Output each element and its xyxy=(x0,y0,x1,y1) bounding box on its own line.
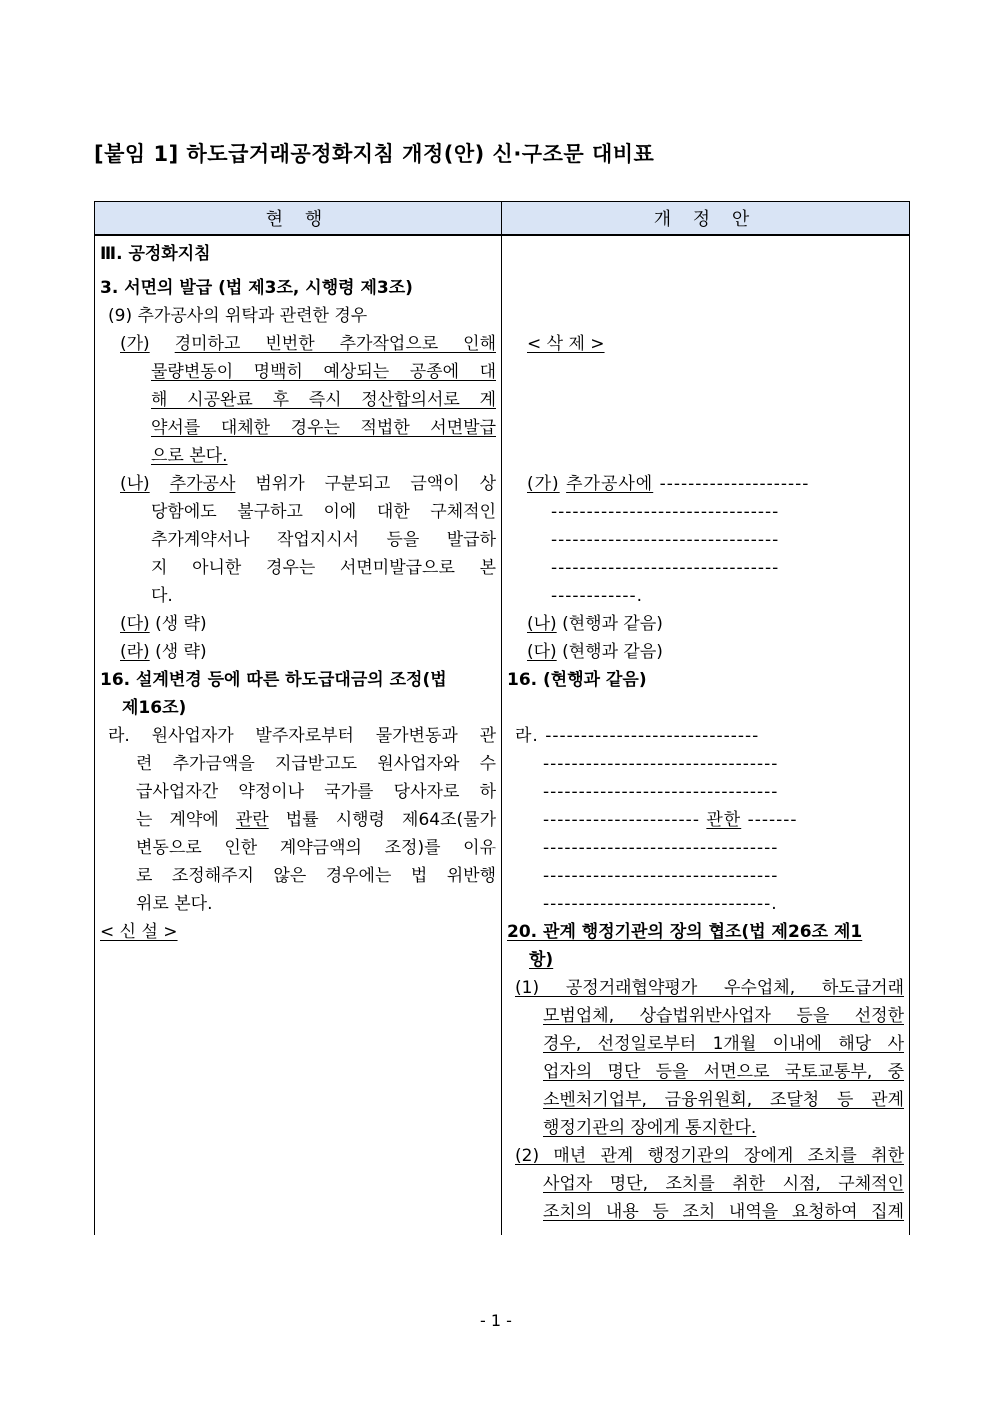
item-ga-text: 경미하고 빈번한 추가작업으로 인해 xyxy=(174,334,496,354)
item-na-line: 당함에도 불구하고 이에 대한 구체적인 xyxy=(151,502,496,522)
new-section-marker: < 신 설 > xyxy=(100,922,178,942)
item-na-line: (나) 추가공사 범위가 구분되고 금액이 상 xyxy=(120,474,496,494)
item-16-ra-line: 라. 원사업자가 발주자로부터 물가변동과 관 xyxy=(108,726,496,746)
current-column xyxy=(95,235,502,1235)
revised-item-16-ra-line: --------------------------------- xyxy=(543,754,779,774)
new-item-1-line: 행정기관의 장에게 통지한다. xyxy=(543,1118,757,1138)
new-item-1-line: 업자의 명단 등을 서면으로 국토교통부, 중 xyxy=(543,1062,904,1082)
section-iii-heading: Ⅲ. 공정화지침 xyxy=(100,244,211,264)
header-current: 현 행 xyxy=(95,202,502,236)
item-16-ra-line: 급사업자간 약정이나 국가를 당사자로 하 xyxy=(136,782,496,802)
item-16-ra-line: 로 조정해주지 않은 경우에는 법 위반행 xyxy=(136,866,496,886)
revised-item-16-ra-line: ---------------------- 관한 ------- xyxy=(543,810,798,830)
revised-item-16-ra-line: --------------------------------- xyxy=(543,782,779,802)
header-revised: 개 정 안 xyxy=(502,202,910,236)
section-16-heading: 16. 설계변경 등에 따른 하도급대금의 조정(법 xyxy=(100,670,447,690)
item-16-ra-line: 련 추가금액을 지급받고도 원사업자와 수 xyxy=(136,754,496,774)
comparison-table xyxy=(94,201,910,1235)
new-item-1-line: 소벤처기업부, 금융위원회, 조달청 등 관계 xyxy=(543,1090,904,1110)
item-ra: (라) (생 략) xyxy=(120,642,207,662)
item-na-line: 추가계약서나 작업지시서 등을 발급하 xyxy=(151,530,496,550)
item-9: (9) 추가공사의 위탁과 관련한 경우 xyxy=(108,306,368,326)
revised-item-ga-line: ------------. xyxy=(551,586,644,606)
revised-item-na: (나) (현행과 같음) xyxy=(527,614,663,634)
delete-marker: < 삭 제 > xyxy=(527,334,605,354)
revised-column xyxy=(502,235,910,1235)
item-16-ra-line: 위로 본다. xyxy=(136,894,213,914)
new-item-2-line: 사업자 명단, 조치를 취한 시점, 구체적인 xyxy=(543,1174,904,1194)
revised-item-ga-line: -------------------------------- xyxy=(551,530,780,550)
document-title: [붙임 1] 하도급거래공정화지침 개정(안) 신·구조문 대비표 xyxy=(94,142,655,166)
new-section-20-heading-cont: 항) xyxy=(529,950,554,970)
item-na-line: 다. xyxy=(151,586,173,606)
corrected-word: 관한 xyxy=(706,810,742,830)
revised-item-ga-line: -------------------------------- xyxy=(551,558,780,578)
section-16-heading-cont: 제16조) xyxy=(122,698,187,718)
revised-item-ga-line: -------------------------------- xyxy=(551,502,780,522)
item-ga-line: 해 시공완료 후 즉시 정산합의서로 계 xyxy=(151,390,496,410)
item-na-marker: (나) xyxy=(120,474,150,494)
item-16-ra-line: 변동으로 인한 계약금액의 조정)를 이유 xyxy=(136,838,496,858)
new-item-2-line: (2) 매년 관계 행정기관의 장에게 조치를 취한 xyxy=(515,1146,904,1166)
section-3-heading: 3. 서면의 발급 (법 제3조, 시행령 제3조) xyxy=(100,278,413,298)
revised-item-16-ra-line: --------------------------------- xyxy=(543,838,779,858)
revised-item-16-ra-line: --------------------------------- xyxy=(543,866,779,886)
item-16-ra-line: 는 계약에 관란 법률 시행령 제64조(물가 xyxy=(136,810,496,830)
item-ga-line: 약서를 대체한 경우는 적법한 서면발급 xyxy=(151,418,496,438)
item-ga-marker: (가) xyxy=(120,334,150,354)
item-ga-line: 으로 본다. xyxy=(151,446,228,466)
revised-item-16-ra-line: 라. ------------------------------ xyxy=(515,726,760,746)
new-item-1-line: 경우, 선정일로부터 1개월 이내에 해당 사 xyxy=(543,1034,904,1054)
item-ga-line xyxy=(100,330,496,358)
new-section-20-heading: 20. 관계 행정기관의 장의 협조(법 제26조 제1 xyxy=(507,922,863,942)
new-item-1-line: (1) 공정거래협약평가 우수업체, 하도급거래 xyxy=(515,978,904,998)
new-item-2-line: 조치의 내용 등 조치 내역을 요청하여 집계 xyxy=(543,1202,904,1222)
revised-item-da: (다) (현행과 같음) xyxy=(527,642,663,662)
revised-section-16: 16. (현행과 같음) xyxy=(507,670,647,690)
item-ga-line: 물량변동이 명백히 예상되는 공종에 대 xyxy=(151,362,496,382)
page-number: - 1 - xyxy=(480,1311,512,1330)
item-na-line: 지 아니한 경우는 서면미발급으로 본 xyxy=(151,558,496,578)
revised-item-16-ra-line: --------------------------------. xyxy=(543,894,778,914)
new-item-1-line: 모범업체, 상습법위반사업자 등을 선정한 xyxy=(543,1006,904,1026)
item-da: (다) (생 략) xyxy=(120,614,207,634)
typo-word: 관란 xyxy=(235,810,269,830)
revised-item-ga-line: (가) 추가공사에 --------------------- xyxy=(527,474,810,494)
